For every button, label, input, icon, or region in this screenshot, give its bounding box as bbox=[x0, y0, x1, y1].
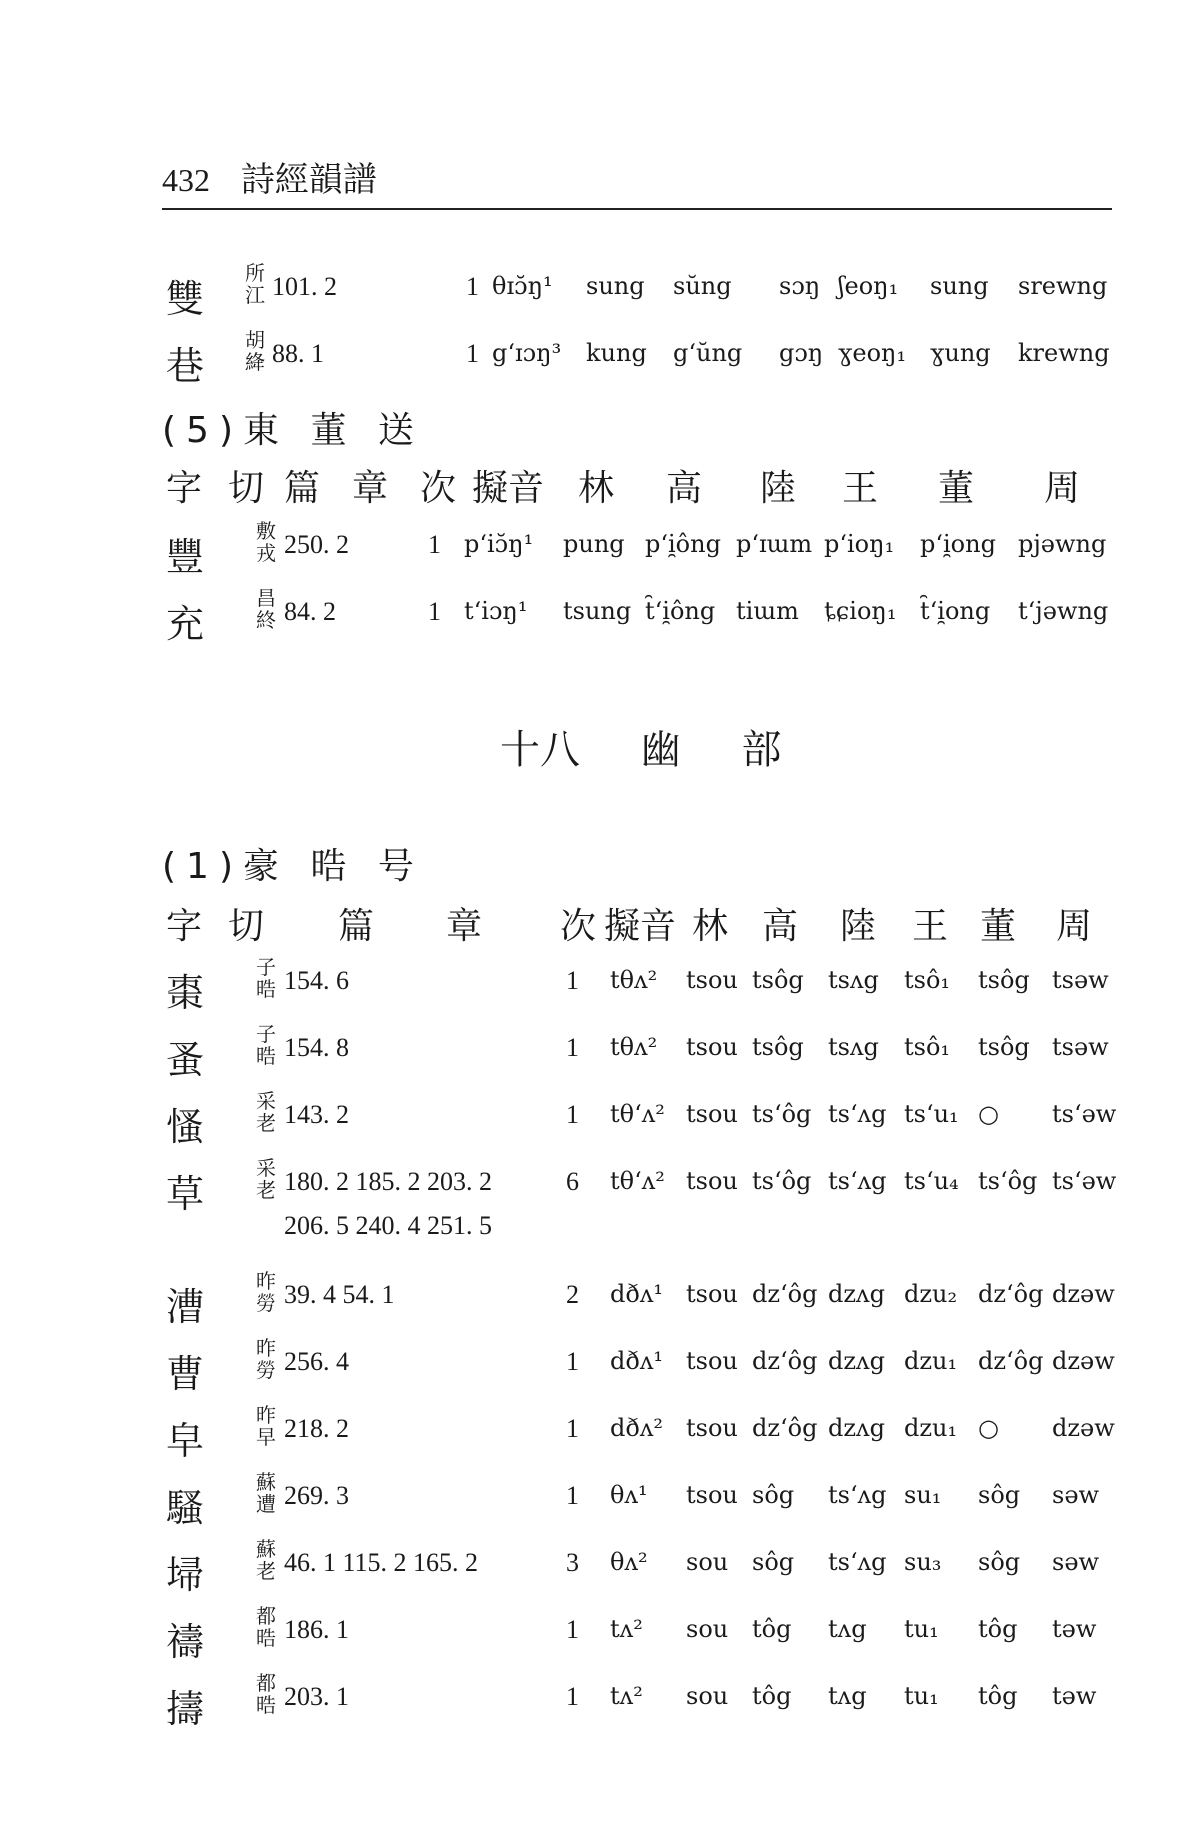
table-row bbox=[0, 1672, 1200, 1738]
reading-gao: dzʻôg bbox=[752, 1280, 818, 1308]
reading-lin: pung bbox=[563, 530, 625, 558]
reading-wang: ɣeoŋ₁ bbox=[838, 339, 907, 367]
reading-lu: tʌg bbox=[828, 1615, 867, 1643]
fanqie-spelling bbox=[256, 1404, 276, 1448]
ode-stanza-refs: 154. 8 bbox=[284, 1033, 349, 1062]
reading-gao: dzʻôg bbox=[752, 1347, 818, 1375]
reading-zhou: tʻjəwng bbox=[1018, 597, 1109, 625]
reading-lu: tsʻʌg bbox=[828, 1100, 887, 1128]
reading-gao: tôg bbox=[752, 1615, 792, 1643]
reading-zhou: dzəw bbox=[1052, 1347, 1115, 1375]
column-header: 董 bbox=[938, 468, 975, 509]
fanqie-spelling bbox=[256, 956, 276, 1000]
table-row bbox=[0, 956, 1200, 1022]
entry-character: 皁 bbox=[166, 1419, 205, 1463]
reading-lu: tsʻʌg bbox=[828, 1167, 887, 1195]
fanqie-spelling bbox=[256, 1538, 276, 1582]
reading-zhou: tsʻəw bbox=[1052, 1167, 1117, 1195]
entry-character: 埽 bbox=[166, 1553, 205, 1597]
part-title-rhyme: 幽 bbox=[640, 727, 681, 773]
reconstruction: gʻɪɔŋ³ bbox=[492, 339, 562, 367]
table-row bbox=[0, 1023, 1200, 1089]
fanqie-lower: 晧 bbox=[256, 1044, 276, 1068]
reading-wang: tsô₁ bbox=[904, 1033, 951, 1061]
column-header: 擬音 bbox=[472, 468, 545, 509]
fanqie-lower: 晧 bbox=[256, 977, 276, 1001]
ode-stanza-refs: 218. 2 bbox=[284, 1414, 349, 1443]
entry-character: 騷 bbox=[166, 1486, 205, 1530]
reading-dong: pʻi̯ong bbox=[920, 530, 996, 558]
occurrence-count: 1 bbox=[566, 1682, 579, 1711]
reading-zhou: səw bbox=[1052, 1548, 1100, 1576]
fanqie-lower: 勞 bbox=[256, 1358, 276, 1382]
fanqie-lower: 戎 bbox=[256, 541, 276, 565]
reading-wang: pʻioŋ₁ bbox=[824, 530, 895, 558]
ode-stanza-refs: 101. 2 bbox=[272, 272, 337, 301]
table-row bbox=[0, 1471, 1200, 1537]
column-header: 次 bbox=[560, 906, 597, 947]
column-header: 林 bbox=[692, 906, 729, 947]
reading-zhou: təw bbox=[1052, 1615, 1097, 1643]
entry-character: 禱 bbox=[166, 1620, 205, 1664]
reading-lin: tsou bbox=[686, 1033, 738, 1061]
reconstruction: dðʌ¹ bbox=[610, 1347, 663, 1375]
column-header: 陸 bbox=[760, 468, 797, 509]
reading-lu: sɔŋ bbox=[779, 272, 821, 300]
reading-lin: tsou bbox=[686, 1414, 738, 1442]
occurrence-count: 1 bbox=[566, 1481, 579, 1510]
fanqie-upper: 昨 bbox=[256, 1336, 276, 1360]
column-header: 周 bbox=[1056, 906, 1093, 947]
reading-lu: tsʌg bbox=[828, 966, 879, 994]
column-header: 王 bbox=[912, 906, 949, 947]
reading-lu: tsʻʌg bbox=[828, 1481, 887, 1509]
fanqie-spelling bbox=[256, 1337, 276, 1381]
fanqie-spelling bbox=[256, 1090, 276, 1134]
reconstruction: tʻiɔŋ¹ bbox=[464, 597, 528, 625]
reading-zhou: tsəw bbox=[1052, 966, 1109, 994]
fanqie-lower: 老 bbox=[256, 1178, 276, 1202]
table-row bbox=[0, 1337, 1200, 1403]
column-header: 章 bbox=[352, 468, 389, 509]
fanqie-spelling bbox=[256, 1471, 276, 1515]
reading-zhou: dzəw bbox=[1052, 1414, 1115, 1442]
column-header: 王 bbox=[842, 468, 879, 509]
column-header: 周 bbox=[1044, 468, 1081, 509]
table-row bbox=[0, 1605, 1200, 1671]
part-title-bu: 部 bbox=[741, 727, 782, 773]
column-header: 董 bbox=[980, 906, 1017, 947]
fanqie-spelling bbox=[245, 262, 265, 306]
reconstruction: tʌ² bbox=[610, 1682, 643, 1710]
reconstruction: θɪɔ̆ŋ¹ bbox=[492, 272, 553, 300]
part-title bbox=[500, 718, 829, 775]
reading-lin: tsou bbox=[686, 1280, 738, 1308]
ode-stanza-refs: 256. 4 bbox=[284, 1347, 349, 1376]
reading-dong: dzʻôg bbox=[978, 1347, 1044, 1375]
column-header: 切 bbox=[228, 468, 265, 509]
fanqie-lower: 晧 bbox=[256, 1693, 276, 1717]
entry-character: 充 bbox=[166, 602, 205, 646]
fanqie-upper: 蘇 bbox=[256, 1537, 276, 1561]
fanqie-lower: 遭 bbox=[256, 1492, 276, 1516]
column-header: 篇 bbox=[284, 468, 321, 509]
reading-lu: tiɯm bbox=[736, 597, 799, 625]
reconstruction: dðʌ² bbox=[610, 1414, 663, 1442]
fanqie-spelling bbox=[256, 1157, 276, 1201]
reading-zhou: tsʻəw bbox=[1052, 1100, 1117, 1128]
column-header: 次 bbox=[420, 468, 457, 509]
column-header: 字 bbox=[166, 468, 203, 509]
reading-dong: tsôg bbox=[978, 966, 1030, 994]
fanqie-spelling bbox=[256, 1672, 276, 1716]
ode-stanza-refs: 180. 2 185. 2 203. 2 bbox=[284, 1167, 492, 1196]
occurrence-count: 1 bbox=[566, 1615, 579, 1644]
reading-wang: tu₁ bbox=[904, 1615, 939, 1643]
table-row bbox=[0, 1538, 1200, 1604]
fanqie-upper: 昨 bbox=[256, 1269, 276, 1293]
ode-stanza-refs: 88. 1 bbox=[272, 339, 324, 368]
fanqie-lower: 老 bbox=[256, 1111, 276, 1135]
table-row bbox=[0, 1270, 1200, 1336]
fanqie-lower: 老 bbox=[256, 1559, 276, 1583]
reading-dong: tsʻôg bbox=[978, 1167, 1038, 1195]
fanqie-lower: 勞 bbox=[256, 1291, 276, 1315]
fanqie-upper: 敷 bbox=[256, 519, 276, 543]
reconstruction: tθʻʌ² bbox=[610, 1100, 665, 1128]
table-row bbox=[0, 587, 1200, 653]
reading-wang: tsʻu₁ bbox=[904, 1100, 959, 1128]
occurrence-count: 1 bbox=[428, 597, 441, 626]
section-title-hao: (1)豪 晧 号 bbox=[162, 846, 424, 887]
column-header: 篇 bbox=[338, 906, 375, 947]
reading-gao: tsôg bbox=[752, 1033, 804, 1061]
reading-gao: dzʻôg bbox=[752, 1414, 818, 1442]
reading-dong: dzʻôg bbox=[978, 1280, 1044, 1308]
column-header: 陸 bbox=[840, 906, 877, 947]
fanqie-lower: 終 bbox=[256, 608, 276, 632]
ode-stanza-refs: 250. 2 bbox=[284, 530, 349, 559]
reading-dong: t̑ʻi̯ong bbox=[920, 597, 991, 625]
reading-wang: su₁ bbox=[904, 1481, 942, 1509]
book-title: 詩經韻譜 bbox=[240, 160, 377, 200]
running-head bbox=[162, 152, 377, 201]
fanqie-upper: 采 bbox=[256, 1089, 276, 1113]
fanqie-spelling bbox=[256, 520, 276, 564]
reading-gao: tsʻôg bbox=[752, 1167, 812, 1195]
column-header: 字 bbox=[166, 906, 203, 947]
reconstruction: θʌ¹ bbox=[610, 1481, 648, 1509]
reading-lu: dzʌg bbox=[828, 1414, 885, 1442]
reading-lu: tsʌg bbox=[828, 1033, 879, 1061]
reconstruction: tθʻʌ² bbox=[610, 1167, 665, 1195]
fanqie-spelling bbox=[256, 587, 276, 631]
table-row bbox=[0, 1090, 1200, 1156]
reading-gao: tôg bbox=[752, 1682, 792, 1710]
table-row bbox=[0, 520, 1200, 586]
ode-stanza-refs: 143. 2 bbox=[284, 1100, 349, 1129]
header-rule bbox=[162, 208, 1112, 210]
reading-wang: ʃeoŋ₁ bbox=[838, 272, 899, 300]
reading-lu: pʻɪɯm bbox=[736, 530, 813, 558]
reading-dong: sôg bbox=[978, 1548, 1021, 1576]
column-header: 高 bbox=[762, 906, 799, 947]
reading-dong: tôg bbox=[978, 1682, 1018, 1710]
entry-character: 漕 bbox=[166, 1285, 205, 1329]
table-row bbox=[0, 329, 1200, 395]
ode-stanza-refs: 186. 1 bbox=[284, 1615, 349, 1644]
fanqie-upper: 蘇 bbox=[256, 1470, 276, 1494]
reading-gao: tsôg bbox=[752, 966, 804, 994]
reading-wang: tsô₁ bbox=[904, 966, 951, 994]
ode-stanza-refs-continued: 206. 5 240. 4 251. 5 bbox=[284, 1211, 492, 1240]
occurrence-count: 6 bbox=[566, 1167, 579, 1196]
reading-dong: ɣung bbox=[930, 339, 991, 367]
fanqie-upper: 都 bbox=[256, 1604, 276, 1628]
reconstruction: tʌ² bbox=[610, 1615, 643, 1643]
occurrence-count: 1 bbox=[566, 1100, 579, 1129]
fanqie-spelling bbox=[256, 1023, 276, 1067]
reading-lin: tsou bbox=[686, 1167, 738, 1195]
occurrence-count: 3 bbox=[566, 1548, 579, 1577]
page-number: 432 bbox=[162, 162, 210, 198]
reading-lin: tsou bbox=[686, 1100, 738, 1128]
reading-gao: gʻŭng bbox=[673, 339, 743, 367]
occurrence-count: 1 bbox=[428, 530, 441, 559]
occurrence-count: 1 bbox=[466, 339, 479, 368]
part-title-number: 十八 bbox=[500, 727, 580, 773]
table-row bbox=[0, 1404, 1200, 1470]
reading-dong: sôg bbox=[978, 1481, 1021, 1509]
entry-character: 擣 bbox=[166, 1687, 205, 1731]
ode-stanza-refs: 39. 4 54. 1 bbox=[284, 1280, 395, 1309]
fanqie-lower: 江 bbox=[245, 283, 265, 307]
ode-stanza-refs: 84. 2 bbox=[284, 597, 336, 626]
fanqie-lower: 早 bbox=[256, 1425, 276, 1449]
reconstruction: tθʌ² bbox=[610, 1033, 658, 1061]
reading-lin: sung bbox=[586, 272, 645, 300]
section-title-dong: (5)東 董 送 bbox=[162, 410, 424, 451]
reading-lu: dzʌg bbox=[828, 1280, 885, 1308]
reconstruction: pʻiɔ̆ŋ¹ bbox=[464, 530, 534, 558]
entry-character: 豐 bbox=[166, 535, 205, 579]
fanqie-upper: 胡 bbox=[245, 328, 265, 352]
reconstruction: θʌ² bbox=[610, 1548, 648, 1576]
reading-lin: kung bbox=[586, 339, 647, 367]
fanqie-upper: 子 bbox=[256, 955, 276, 979]
reading-gao: pʻi̯ông bbox=[645, 530, 721, 558]
reading-wang: tsʻu₄ bbox=[904, 1167, 959, 1195]
ode-stanza-refs: 203. 1 bbox=[284, 1682, 349, 1711]
reading-lin: sou bbox=[686, 1548, 729, 1576]
ode-stanza-refs: 269. 3 bbox=[284, 1481, 349, 1510]
reading-wang: dzu₁ bbox=[904, 1347, 958, 1375]
reconstruction: dðʌ¹ bbox=[610, 1280, 663, 1308]
fanqie-upper: 都 bbox=[256, 1671, 276, 1695]
reading-lu: tsʻʌg bbox=[828, 1548, 887, 1576]
reading-wang: ȶɕioŋ₁ bbox=[824, 597, 897, 625]
reading-gao: tsʻôg bbox=[752, 1100, 812, 1128]
entry-character: 雙 bbox=[166, 277, 205, 321]
reading-lu: tʌg bbox=[828, 1682, 867, 1710]
reading-dong: tsôg bbox=[978, 1033, 1030, 1061]
column-header: 高 bbox=[666, 468, 703, 509]
occurrence-count: 1 bbox=[566, 1033, 579, 1062]
reading-lin: tsou bbox=[686, 1347, 738, 1375]
reading-zhou: srewng bbox=[1018, 272, 1108, 300]
reading-dong: tôg bbox=[978, 1615, 1018, 1643]
entry-character: 棗 bbox=[166, 971, 205, 1015]
fanqie-upper: 昌 bbox=[256, 586, 276, 610]
column-header: 擬音 bbox=[604, 906, 677, 947]
reading-lin: sou bbox=[686, 1682, 729, 1710]
ode-stanza-refs: 46. 1 115. 2 165. 2 bbox=[284, 1548, 479, 1577]
occurrence-count: 2 bbox=[566, 1280, 579, 1309]
reading-wang: tu₁ bbox=[904, 1682, 939, 1710]
reconstruction: tθʌ² bbox=[610, 966, 658, 994]
reading-gao: sŭng bbox=[673, 272, 732, 300]
reading-zhou: krewng bbox=[1018, 339, 1110, 367]
entry-character: 蚤 bbox=[166, 1038, 205, 1082]
entry-character: 慅 bbox=[166, 1105, 205, 1149]
reading-wang: su₃ bbox=[904, 1548, 942, 1576]
table-row bbox=[0, 1156, 1200, 1240]
fanqie-upper: 昨 bbox=[256, 1403, 276, 1427]
reading-zhou: tsəw bbox=[1052, 1033, 1109, 1061]
occurrence-count: 1 bbox=[566, 1414, 579, 1443]
reading-gao: sôg bbox=[752, 1548, 795, 1576]
reading-zhou: təw bbox=[1052, 1682, 1097, 1710]
reading-wang: dzu₂ bbox=[904, 1280, 958, 1308]
column-header: 章 bbox=[446, 906, 483, 947]
entry-character: 曹 bbox=[166, 1352, 205, 1396]
reading-lin: tsou bbox=[686, 1481, 738, 1509]
fanqie-upper: 采 bbox=[256, 1156, 276, 1180]
column-header: 切 bbox=[228, 906, 265, 947]
fanqie-spelling bbox=[256, 1270, 276, 1314]
fanqie-spelling bbox=[245, 329, 265, 373]
fanqie-upper: 子 bbox=[256, 1022, 276, 1046]
ode-stanza-refs: 154. 6 bbox=[284, 966, 349, 995]
reading-lin: sou bbox=[686, 1615, 729, 1643]
reading-gao: sôg bbox=[752, 1481, 795, 1509]
entry-character: 巷 bbox=[166, 344, 205, 388]
fanqie-upper: 所 bbox=[245, 261, 265, 285]
reading-lu: gɔŋ bbox=[779, 339, 824, 367]
reading-lin: tsou bbox=[686, 966, 738, 994]
fanqie-lower: 晧 bbox=[256, 1626, 276, 1650]
fanqie-spelling bbox=[256, 1605, 276, 1649]
reading-zhou: dzəw bbox=[1052, 1280, 1115, 1308]
occurrence-count: 1 bbox=[566, 966, 579, 995]
reading-lu: dzʌg bbox=[828, 1347, 885, 1375]
reading-lin: tsung bbox=[563, 597, 632, 625]
reading-zhou: pjəwng bbox=[1018, 530, 1107, 558]
table-row bbox=[0, 262, 1200, 328]
column-header: 林 bbox=[578, 468, 615, 509]
reading-dong: sung bbox=[930, 272, 989, 300]
reading-dong: ○ bbox=[978, 1100, 999, 1128]
occurrence-count: 1 bbox=[566, 1347, 579, 1376]
reading-zhou: səw bbox=[1052, 1481, 1100, 1509]
reading-wang: dzu₁ bbox=[904, 1414, 958, 1442]
reading-gao: t̑ʻi̯ông bbox=[645, 597, 716, 625]
fanqie-lower: 絳 bbox=[245, 350, 265, 374]
reading-dong: ○ bbox=[978, 1414, 999, 1442]
entry-character: 草 bbox=[166, 1172, 205, 1216]
occurrence-count: 1 bbox=[466, 272, 479, 301]
